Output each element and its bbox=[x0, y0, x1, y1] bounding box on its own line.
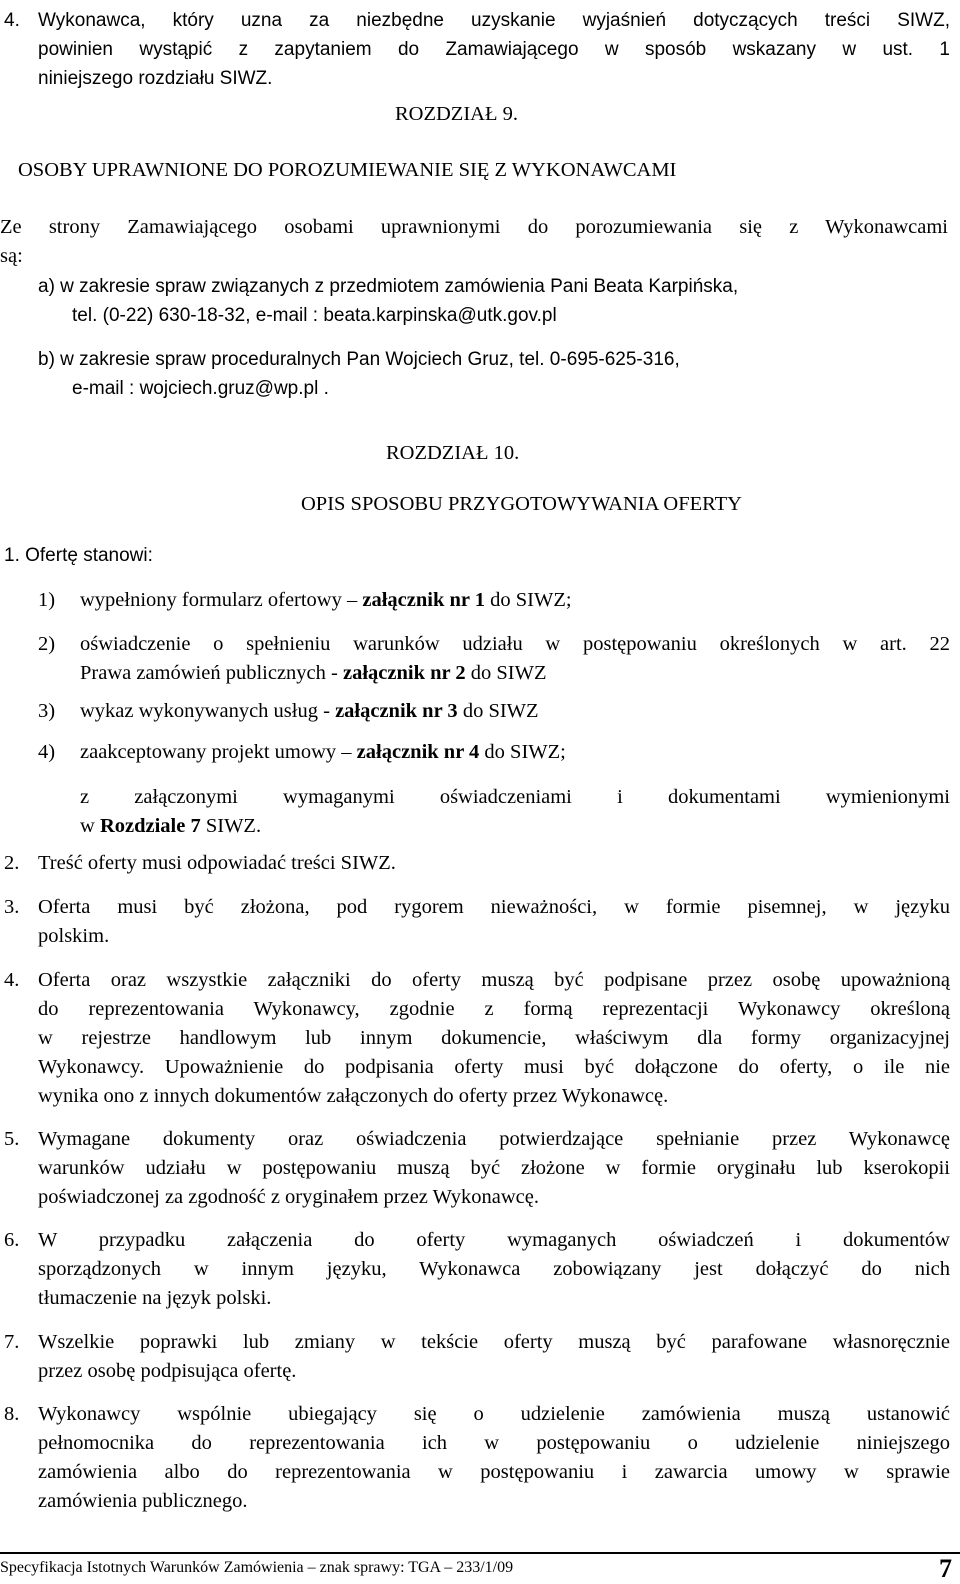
paragraph-number: 4. bbox=[4, 10, 20, 31]
paragraph-line: polskim. bbox=[38, 925, 110, 947]
paragraph-line: W przypadku załączenia do oferty wymaganych oświadczeń i dokumentów bbox=[38, 1229, 950, 1251]
list-item-text: do SIWZ bbox=[465, 662, 547, 684]
paragraph-number: 6. bbox=[4, 1229, 20, 1251]
paragraph-line: Treść oferty musi odpowiadać treści SIWZ. bbox=[38, 852, 396, 874]
page-number: 7 bbox=[939, 1554, 952, 1583]
list-item-number: 1) bbox=[38, 589, 56, 611]
list-item-text: do SIWZ; bbox=[485, 589, 572, 611]
chapter-number: ROZDZIAŁ 10. bbox=[386, 442, 520, 464]
list-item-number: 2) bbox=[38, 633, 56, 655]
list-item-text: Prawa zamówień publicznych - bbox=[80, 662, 343, 684]
list-item bbox=[80, 586, 572, 615]
paragraph-line: sporządzonych w innym języku, Wykonawca zobowiązany jest dołączyć do nich bbox=[38, 1258, 950, 1280]
paragraph-line: Wymagane dokumenty oraz oświadczenia potwierdzające spełnianie przez Wykonawcę bbox=[38, 1128, 950, 1150]
paragraph-number: 4. bbox=[4, 969, 20, 991]
paragraph-line: poświadczonej za zgodność z oryginałem przez Wykonawcę. bbox=[38, 1186, 539, 1208]
list-item-text: wypełniony formularz ofertowy – bbox=[80, 589, 363, 611]
list-item bbox=[80, 738, 566, 767]
paragraph-line: Wykonawcy. Upoważnienie do podpisania oferty musi być dołączone do oferty, o ile nie bbox=[38, 1056, 950, 1078]
paragraph-text: w bbox=[80, 815, 100, 837]
list-item-text: do SIWZ; bbox=[479, 741, 566, 763]
paragraph-line: Oferta musi być złożona, pod rygorem nieważności, w formie pisemnej, w języku bbox=[38, 896, 950, 918]
paragraph-number: 7. bbox=[4, 1331, 20, 1353]
paragraph-line: tłumaczenie na język polski. bbox=[38, 1287, 272, 1309]
paragraph-line: z załączonymi wymaganymi oświadczeniami i dokumentami wymienionymi bbox=[80, 786, 950, 808]
paragraph-line: zamówienia publicznego. bbox=[38, 1490, 248, 1512]
paragraph-line: Wykonawca, który uzna za niezbędne uzyskanie wyjaśnień dotyczących treści SIWZ, bbox=[38, 10, 950, 31]
list-item-number: 4) bbox=[38, 741, 56, 763]
paragraph-line: wynika ono z innych dokumentów załączonych do oferty przez Wykonawcę. bbox=[38, 1085, 669, 1107]
paragraph-number: 3. bbox=[4, 896, 20, 918]
paragraph-line: zamówienia albo do reprezentowania w postępowaniu i zawarcia umowy w sprawie bbox=[38, 1461, 950, 1483]
paragraph-line: warunków udziału w postępowaniu muszą być złożone w formie oryginału lub kserokopii bbox=[38, 1157, 950, 1179]
list-item bbox=[80, 697, 539, 726]
chapter-ref: Rozdziale 7 bbox=[99, 815, 201, 837]
paragraph-line: powinien wystąpić z zapytaniem do Zamawiającego w sposób wskazany w ust. 1 bbox=[38, 39, 950, 60]
contact-line: b) w zakresie spraw proceduralnych Pan Wojciech Gruz, tel. 0-695-625-316, bbox=[38, 349, 680, 370]
paragraph-line: przez osobę podpisująca ofertę. bbox=[38, 1360, 297, 1382]
attachment-ref: załącznik nr 2 bbox=[343, 662, 466, 684]
list-item-text: zaakceptowany projekt umowy – bbox=[80, 741, 357, 763]
paragraph-number: 2. bbox=[4, 852, 20, 874]
footer-divider bbox=[0, 1552, 960, 1554]
paragraph-line: pełnomocnika do reprezentowania ich w postępowaniu o udzielenie niniejszego bbox=[38, 1432, 950, 1454]
attachment-ref: załącznik nr 3 bbox=[335, 700, 458, 722]
list-item-number: 3) bbox=[38, 700, 56, 722]
paragraph-line: niniejszego rozdziału SIWZ. bbox=[38, 68, 273, 89]
paragraph-line bbox=[80, 812, 261, 841]
list-item-line: oświadczenie o spełnieniu warunków udziału w postępowaniu określonych w art. 22 bbox=[80, 633, 950, 655]
chapter-title: OSOBY UPRAWNIONE DO POROZUMIEWANIE SIĘ Z WYKONAWCAMI bbox=[18, 159, 677, 181]
list-item-text: wykaz wykonywanych usług - bbox=[80, 700, 336, 722]
attachment-ref: załącznik nr 1 bbox=[362, 589, 485, 611]
paragraph-line: Oferta oraz wszystkie załączniki do oferty muszą być podpisane przez osobę upoważnioną bbox=[38, 969, 950, 991]
contact-line: tel. (0-22) 630-18-32, e-mail : beata.karpinska@utk.gov.pl bbox=[72, 305, 557, 326]
paragraph-line: Wykonawcy wspólnie ubiegający się o udzielenie zamówienia muszą ustanowić bbox=[38, 1403, 950, 1425]
paragraph-text: SIWZ. bbox=[200, 815, 262, 837]
paragraph-number: 5. bbox=[4, 1128, 20, 1150]
paragraph-line: do reprezentowania Wykonawcy, zgodnie z formą reprezentacji Wykonawcy określoną bbox=[38, 998, 950, 1020]
chapter-number: ROZDZIAŁ 9. bbox=[395, 103, 518, 125]
paragraph-line: w rejestrze handlowym lub innym dokumencie, właściwym dla formy organizacyjnej bbox=[38, 1027, 950, 1049]
paragraph-line: Ze strony Zamawiającego osobami uprawnionymi do porozumiewania się z Wykonawcami bbox=[0, 216, 948, 238]
paragraph-line: Wszelkie poprawki lub zmiany w tekście oferty muszą być parafowane własnoręcznie bbox=[38, 1331, 950, 1353]
chapter-title: OPIS SPOSOBU PRZYGOTOWYWANIA OFERTY bbox=[301, 493, 742, 515]
footer-text: Specyfikacja Istotnych Warunków Zamówienia – znak sprawy: TGA – 233/1/09 bbox=[0, 1559, 514, 1576]
list-item-text: do SIWZ bbox=[457, 700, 539, 722]
paragraph-line: są: bbox=[0, 245, 23, 267]
contact-line: e-mail : wojciech.gruz@wp.pl . bbox=[72, 378, 329, 399]
contact-line: a) w zakresie spraw związanych z przedmiotem zamówienia Pani Beata Karpińska, bbox=[38, 276, 739, 297]
attachment-ref: załącznik nr 4 bbox=[356, 741, 480, 763]
paragraph-line: 1. Ofertę stanowi: bbox=[4, 545, 153, 566]
paragraph-number: 8. bbox=[4, 1403, 20, 1425]
list-item bbox=[80, 659, 546, 688]
